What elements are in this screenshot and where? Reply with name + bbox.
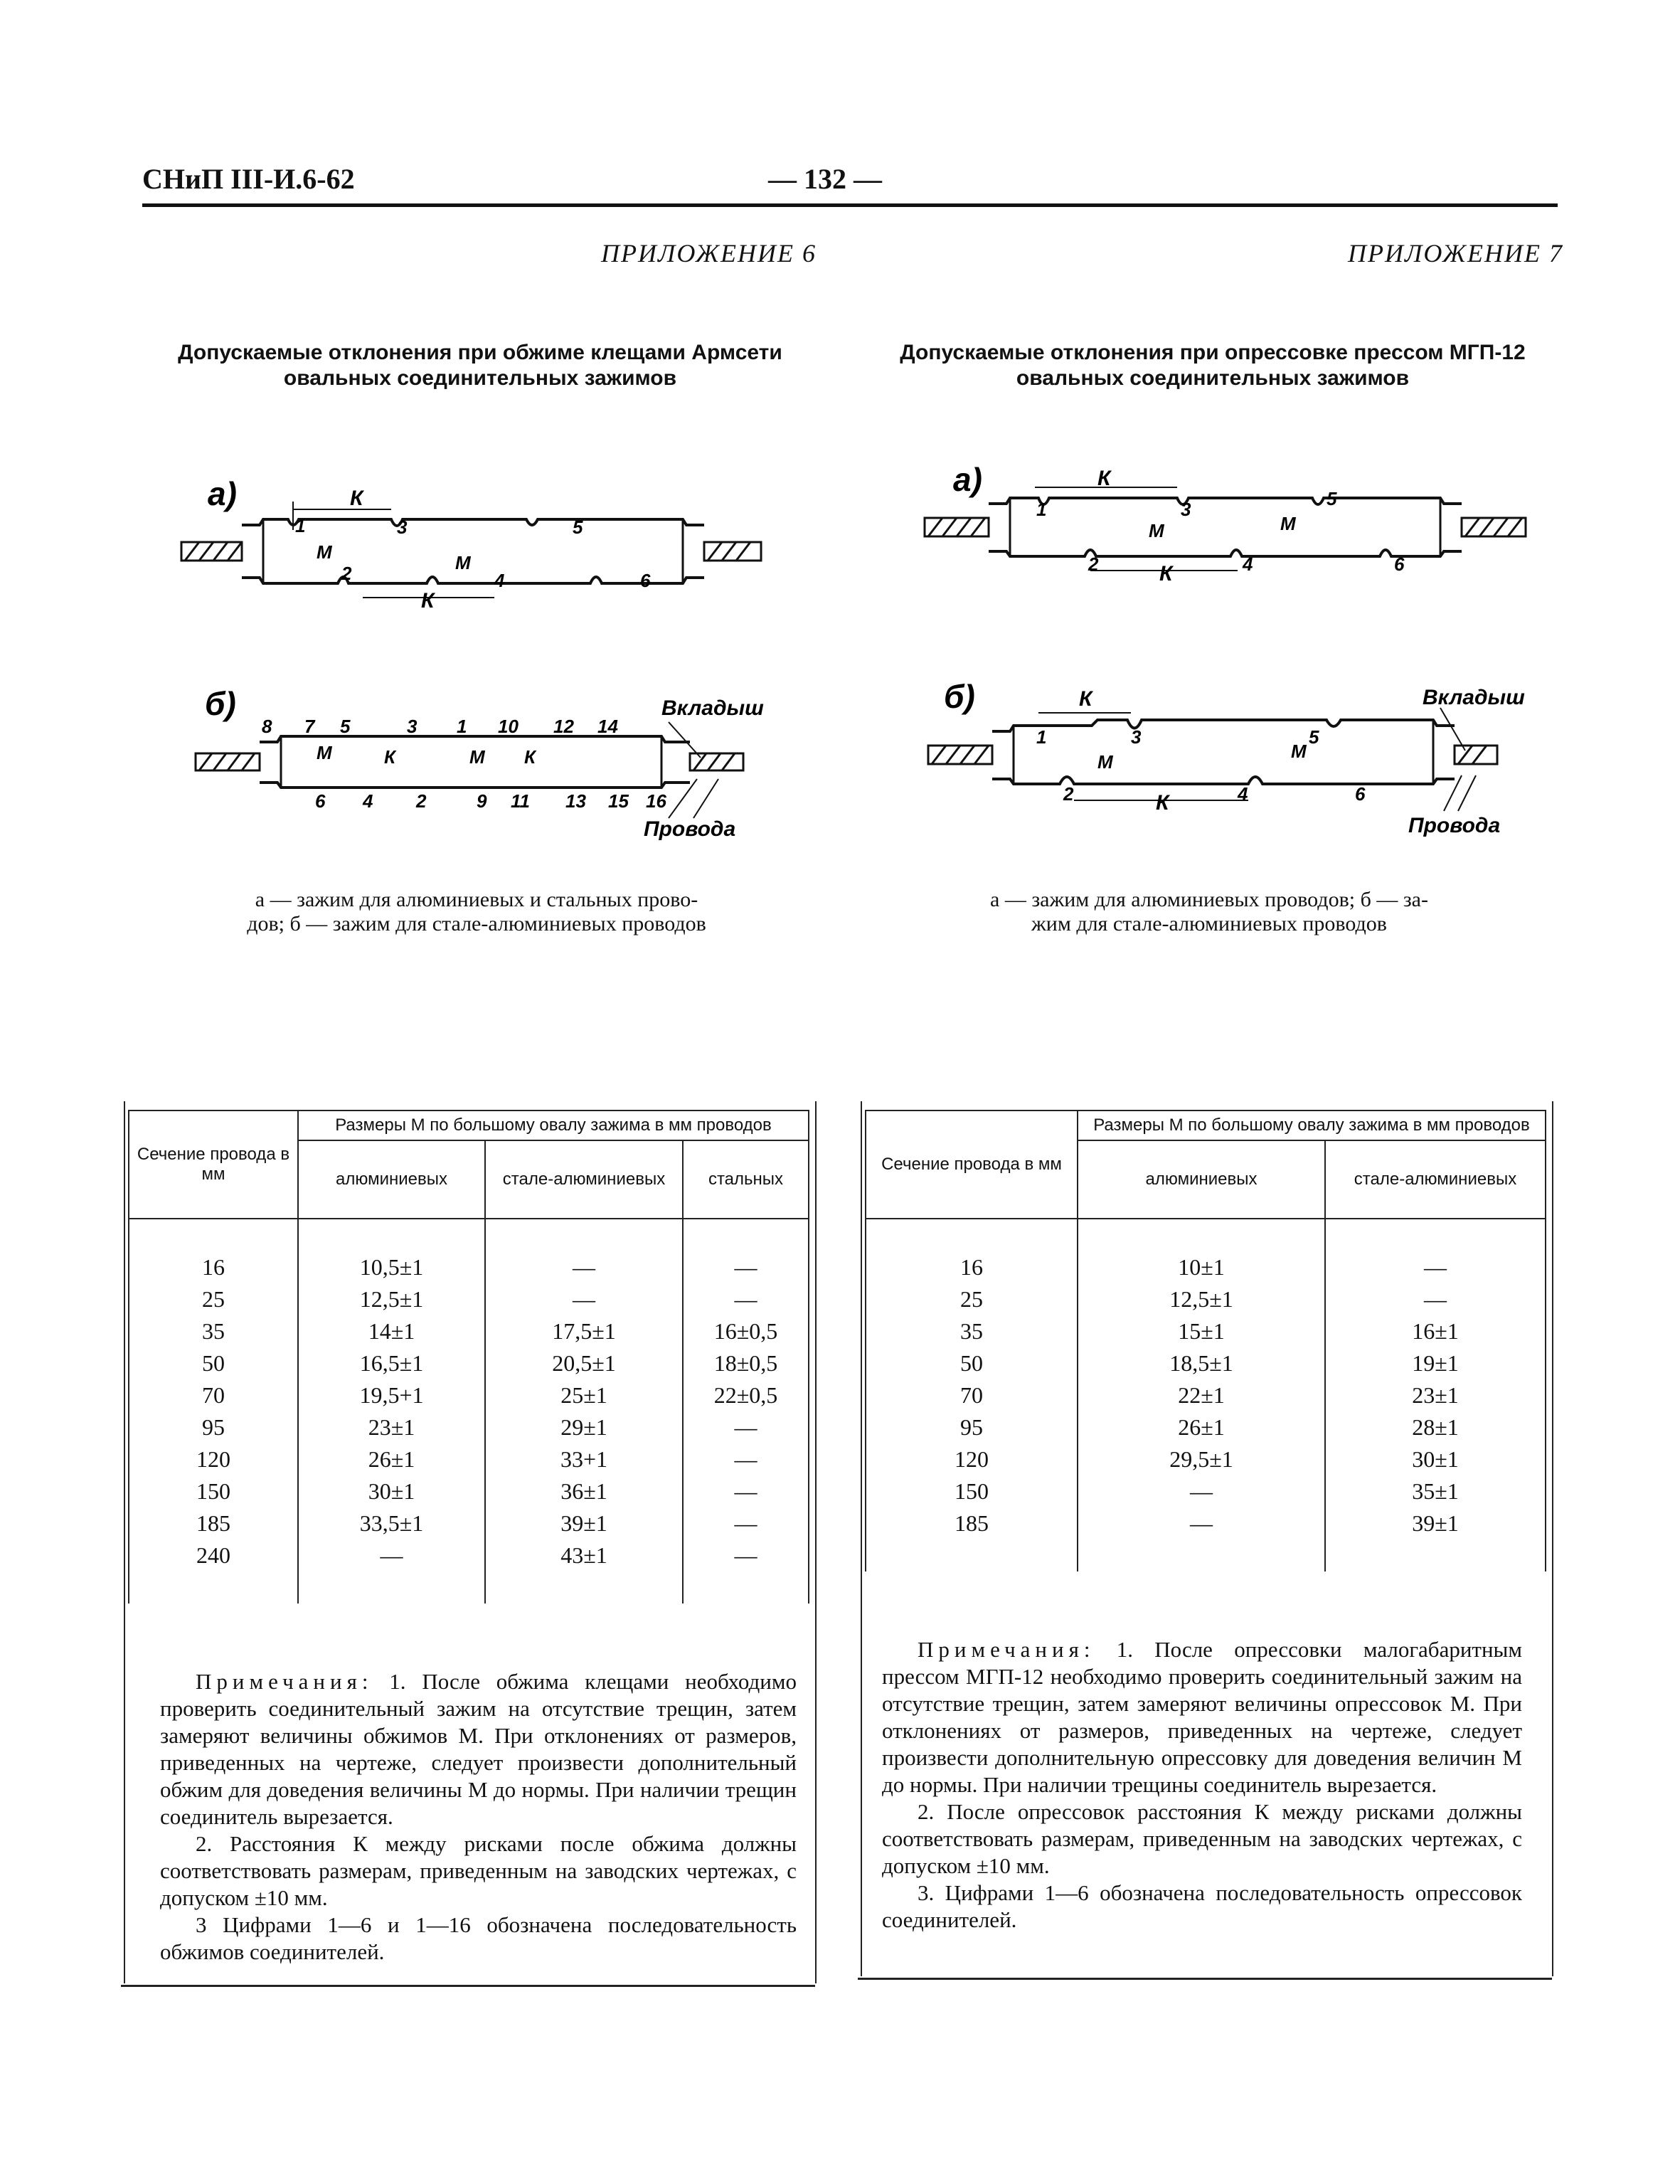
table-cell: 150 <box>129 1475 298 1507</box>
table-cell: 35 <box>866 1315 1078 1347</box>
left-fig-a-num-5: 5 <box>573 516 583 538</box>
table-cell: 19,5+1 <box>298 1379 485 1411</box>
table-cell: 39±1 <box>1325 1507 1546 1539</box>
table-row <box>866 1315 1546 1347</box>
right-fig-b-num-1: 1 <box>1036 726 1047 748</box>
left-note-2: 2. Расстояния К между рисками после обжима должны соответствовать размерам, приведенным на заводских чертежах, с допуском ±10 мм. <box>160 1831 797 1910</box>
right-title-line2: овальных соединительных зажимов <box>1016 366 1410 390</box>
left-fig-b-top-num-6: 10 <box>498 716 519 737</box>
right-col-group: Размеры М по большому овалу зажима в мм проводов <box>1078 1110 1546 1140</box>
left-figure-caption <box>142 888 811 936</box>
table-cell: 120 <box>866 1443 1078 1475</box>
table-cell: 70 <box>866 1379 1078 1411</box>
table-cell: 16,5±1 <box>298 1347 485 1379</box>
table-cell: 29±1 <box>485 1411 683 1443</box>
table-cell: 240 <box>129 1539 298 1571</box>
table-row <box>866 1251 1546 1283</box>
table-cell: — <box>683 1411 809 1443</box>
left-figure-b <box>171 679 775 843</box>
table-cell: 95 <box>866 1411 1078 1443</box>
right-data-table <box>865 1110 1546 1571</box>
right-fig-a-num-3: 3 <box>1181 499 1191 520</box>
table-row <box>866 1411 1546 1443</box>
table-cell: — <box>683 1475 809 1507</box>
left-fig-b-top-num-5: 1 <box>457 716 467 737</box>
table-row <box>866 1283 1546 1315</box>
table-cell: — <box>1078 1475 1325 1507</box>
table-cell: 14±1 <box>298 1315 485 1347</box>
table-row <box>129 1443 809 1475</box>
left-fig-a-num-3: 3 <box>397 516 408 538</box>
table-cell: 17,5±1 <box>485 1315 683 1347</box>
right-fig-b-num-6: 6 <box>1355 783 1366 805</box>
table-cell: 30±1 <box>298 1475 485 1507</box>
table-cell: 16 <box>129 1251 298 1283</box>
right-caption-line1: а — зажим для алюминиевых проводов; б — за- <box>990 888 1428 911</box>
right-fig-a-num-5: 5 <box>1327 488 1337 509</box>
left-fig-b-M-1: М <box>317 742 332 763</box>
left-fig-b-insert-label: Вкладыш <box>661 696 764 720</box>
table-row <box>129 1315 809 1347</box>
table-row <box>866 1475 1546 1507</box>
table-cell: 120 <box>129 1443 298 1475</box>
left-fig-a-num-4: 4 <box>494 570 505 591</box>
table-cell: 33,5±1 <box>298 1507 485 1539</box>
left-figure-a <box>171 462 775 626</box>
table-cell: 26±1 <box>1078 1411 1325 1443</box>
left-fig-b-top-num-4: 3 <box>407 716 418 737</box>
right-col-section: Сечение провода в мм <box>866 1110 1078 1219</box>
right-fig-b-num-4: 4 <box>1238 783 1248 805</box>
left-col-al: алюминиевых <box>298 1140 485 1219</box>
table-cell: — <box>683 1507 809 1539</box>
table-row <box>129 1379 809 1411</box>
table-cell: — <box>1078 1507 1325 1539</box>
table-row <box>866 1507 1546 1539</box>
table-cell: 23±1 <box>1325 1379 1546 1411</box>
left-fig-b-K-1: К <box>384 746 395 768</box>
table-cell: 35±1 <box>1325 1475 1546 1507</box>
table-cell: 22±0,5 <box>683 1379 809 1411</box>
table-cell: 39±1 <box>485 1507 683 1539</box>
right-fig-a-M-1: М <box>1149 520 1164 541</box>
table-cell: — <box>485 1251 683 1283</box>
document-code: СНиП III-И.6-62 <box>142 163 355 195</box>
left-fig-a-K-top: К <box>350 487 363 510</box>
table-cell: 12,5±1 <box>298 1283 485 1315</box>
left-fig-a-num-1: 1 <box>295 515 306 536</box>
right-fig-b-M-1: М <box>1097 751 1113 773</box>
table-cell: 95 <box>129 1411 298 1443</box>
left-fig-a-num-6: 6 <box>640 570 651 591</box>
left-fig-b-bottom-num-5: 11 <box>511 790 530 812</box>
left-col-steel-al: стале-алюминиевых <box>485 1140 683 1219</box>
left-fig-b-K-2: К <box>524 746 536 768</box>
left-fig-a-M-2: М <box>455 552 471 573</box>
table-row <box>866 1443 1546 1475</box>
right-note-2: 2. После опрессовок расстояния К между рисками должны соответствовать размерам, приведенным на заводских чертежах, с допуском ±10 мм. <box>882 1799 1522 1878</box>
table-cell: — <box>683 1443 809 1475</box>
table-cell: — <box>683 1539 809 1571</box>
right-figure-caption <box>882 888 1536 936</box>
table-cell: 50 <box>129 1347 298 1379</box>
table-row <box>129 1283 809 1315</box>
table-row <box>129 1475 809 1507</box>
right-fig-a-num-2: 2 <box>1088 553 1099 575</box>
right-fig-b-num-3: 3 <box>1131 726 1142 748</box>
table-cell: 28±1 <box>1325 1411 1546 1443</box>
right-col-steel-al: стале-алюминиевых <box>1325 1140 1546 1219</box>
table-cell: — <box>683 1283 809 1315</box>
right-note-1: 1. После опрессовки малогабаритным прессом МГП-12 необходимо проверить соединительный зажим на отсутствие трещин, затем замеряют величины опрессовок М. При отклонениях от размеров, приведенных на чертеже, следует произвести дополнительную опрессовку для доведения величин М до нормы. При наличии трещины соединитель вырезается. <box>882 1637 1522 1797</box>
right-fig-b-num-5: 5 <box>1309 726 1319 748</box>
table-cell: — <box>1325 1283 1546 1315</box>
table-cell: 185 <box>866 1507 1078 1539</box>
right-fig-b-label: б) <box>944 678 975 715</box>
left-caption-line1: а — зажим для алюминиевых и стальных прово- <box>255 888 698 911</box>
right-title <box>861 340 1565 391</box>
table-cell: 25±1 <box>485 1379 683 1411</box>
table-row <box>866 1347 1546 1379</box>
table-cell: — <box>683 1251 809 1283</box>
table-row <box>129 1507 809 1539</box>
page-number: — 132 — <box>768 163 882 195</box>
left-fig-b-bottom-num-3: 2 <box>416 790 427 812</box>
left-fig-b-bottom-num-7: 15 <box>608 790 629 812</box>
table-cell: — <box>298 1539 485 1571</box>
right-fig-a-num-6: 6 <box>1394 553 1405 575</box>
table-cell: 35 <box>129 1315 298 1347</box>
left-fig-b-wires-label: Провода <box>644 817 736 841</box>
right-fig-b-num-2: 2 <box>1063 783 1074 805</box>
table-cell: 12,5±1 <box>1078 1283 1325 1315</box>
right-notes <box>882 1636 1522 1934</box>
left-fig-b-top-num-3: 5 <box>340 716 351 737</box>
right-fig-b-wires-label: Провода <box>1408 814 1501 837</box>
table-row <box>129 1251 809 1283</box>
table-cell: 26±1 <box>298 1443 485 1475</box>
left-title <box>132 340 829 391</box>
table-row <box>866 1379 1546 1411</box>
table-cell: 43±1 <box>485 1539 683 1571</box>
table-cell: 150 <box>866 1475 1078 1507</box>
left-fig-a-K-bottom: К <box>421 589 435 613</box>
left-notes <box>160 1668 797 1966</box>
left-fig-b-bottom-num-6: 13 <box>565 790 586 812</box>
table-cell: 10±1 <box>1078 1251 1325 1283</box>
table-cell: 16±1 <box>1325 1315 1546 1347</box>
table-cell: 18±0,5 <box>683 1347 809 1379</box>
table-cell: 16±0,5 <box>683 1315 809 1347</box>
left-fig-b-bottom-num-8: 16 <box>646 790 666 812</box>
left-col-group: Размеры М по большому овалу зажима в мм проводов <box>298 1110 809 1140</box>
right-fig-b-insert-label: Вкладыш <box>1423 686 1525 709</box>
table-cell: 15±1 <box>1078 1315 1325 1347</box>
table-cell: 23±1 <box>298 1411 485 1443</box>
table-cell: — <box>485 1283 683 1315</box>
right-figure-b <box>914 669 1540 839</box>
right-fig-a-K-top: К <box>1097 467 1111 490</box>
table-row <box>129 1539 809 1571</box>
right-fig-b-K-bottom: К <box>1156 791 1169 815</box>
table-cell: 25 <box>866 1283 1078 1315</box>
left-fig-a-num-2: 2 <box>341 563 352 584</box>
left-fig-b-top-num-8: 14 <box>597 716 618 737</box>
left-title-line1: Допускаемые отклонения при обжиме клещами Армсети <box>178 341 782 364</box>
table-cell: 36±1 <box>485 1475 683 1507</box>
table-cell: 33+1 <box>485 1443 683 1475</box>
table-cell: 19±1 <box>1325 1347 1546 1379</box>
left-fig-b-M-2: М <box>469 746 485 768</box>
table-cell: 22±1 <box>1078 1379 1325 1411</box>
left-fig-b-label: б) <box>205 685 236 722</box>
table-cell: 18,5±1 <box>1078 1347 1325 1379</box>
right-appendix-heading: ПРИЛОЖЕНИЕ 7 <box>1348 239 1563 267</box>
left-fig-b-top-num-1: 8 <box>262 716 272 737</box>
right-col-al: алюминиевых <box>1078 1140 1325 1219</box>
left-fig-b-bottom-num-2: 4 <box>363 790 373 812</box>
table-cell: 20,5±1 <box>485 1347 683 1379</box>
table-cell: 185 <box>129 1507 298 1539</box>
left-fig-b-top-num-7: 12 <box>553 716 574 737</box>
header-divider <box>142 203 1558 207</box>
left-fig-b-bottom-num-4: 9 <box>477 790 487 812</box>
table-cell: 70 <box>129 1379 298 1411</box>
left-note-1: 1. После обжима клещами необходимо проверить соединительный зажим на отсутствие трещин, затем замеряют величины обжимов М. При отклонениях от размеров, приведенных на чертеже, следует произвести дополнительный обжим для доведения величины М до нормы. При наличии трещин соединитель вырезается. <box>160 1669 797 1829</box>
left-caption-line2: дов; б — зажим для стале-алюминиевых проводов <box>247 912 706 935</box>
left-title-line2: овальных соединительных зажимов <box>283 366 677 390</box>
right-fig-b-M-2: М <box>1291 741 1307 762</box>
table-cell: 16 <box>866 1251 1078 1283</box>
left-note-3: 3 Цифрами 1—6 и 1—16 обозначена последовательность обжимов соединителей. <box>160 1912 797 1964</box>
right-fig-b-K-top: К <box>1079 687 1092 711</box>
right-fig-a-label: а) <box>953 461 982 498</box>
table-row <box>129 1347 809 1379</box>
right-fig-a-K-bottom: К <box>1159 562 1173 585</box>
right-fig-a-num-1: 1 <box>1036 499 1047 520</box>
right-caption-line2: жим для стале-алюминиевых проводов <box>1031 912 1387 935</box>
right-fig-a-num-4: 4 <box>1243 553 1253 575</box>
table-cell: 30±1 <box>1325 1443 1546 1475</box>
right-figure-a <box>914 448 1540 612</box>
table-row <box>129 1411 809 1443</box>
left-notes-heading: Примечания: <box>196 1669 373 1694</box>
table-cell: — <box>1325 1251 1546 1283</box>
left-fig-b-top-num-2: 7 <box>304 716 315 737</box>
table-cell: 50 <box>866 1347 1078 1379</box>
table-cell: 10,5±1 <box>298 1251 485 1283</box>
left-fig-a-label: а) <box>208 475 237 512</box>
left-fig-b-bottom-num-1: 6 <box>315 790 326 812</box>
left-col-section: Сечение провода в мм <box>129 1110 298 1219</box>
right-notes-heading: Примечания: <box>918 1637 1095 1662</box>
left-bottom-rule <box>121 1985 815 1987</box>
left-fig-a-M-1: М <box>317 541 332 563</box>
left-col-steel: стальных <box>683 1140 809 1219</box>
right-bottom-rule <box>858 1978 1552 1980</box>
left-appendix-heading: ПРИЛОЖЕНИЕ 6 <box>601 239 817 267</box>
right-fig-a-M-2: М <box>1280 513 1296 534</box>
table-cell: 29,5±1 <box>1078 1443 1325 1475</box>
left-data-table <box>128 1110 809 1603</box>
table-cell: 25 <box>129 1283 298 1315</box>
right-title-line1: Допускаемые отклонения при опрессовке прессом МГП-12 <box>900 341 1526 364</box>
right-note-3: 3. Цифрами 1—6 обозначена последовательность опрессовок соединителей. <box>882 1880 1522 1932</box>
